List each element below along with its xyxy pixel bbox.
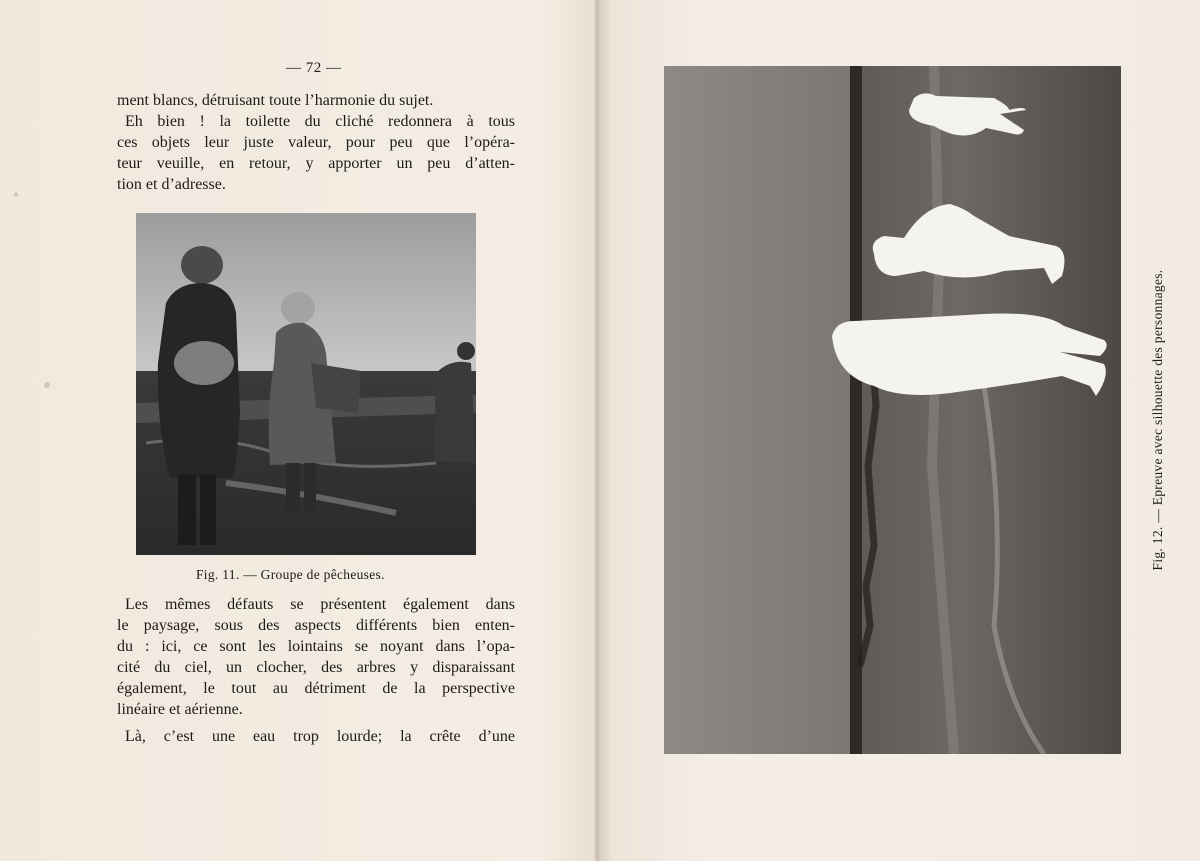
text-line: du : ici, ce sont les lointains se noyant dans l’opa- <box>117 638 515 655</box>
text-bottom <box>117 594 515 747</box>
text-line: linéaire et aérienne. <box>117 701 243 718</box>
text-line: le paysage, sous des aspects différents bien enten- <box>117 617 515 634</box>
figure-11-caption: Fig. 11. — Groupe de pêcheuses. <box>196 567 385 582</box>
silhouette-photo <box>664 66 1121 754</box>
paper-speck <box>44 382 50 388</box>
paragraph-1 <box>117 90 515 111</box>
paragraph-3 <box>117 594 515 720</box>
text-top <box>117 90 515 195</box>
text-line: Eh bien ! la toilette du cliché redonnera à tous <box>125 113 515 130</box>
paragraph-2 <box>117 111 515 195</box>
text-line: cité du ciel, un clocher, des arbres y disparaissant <box>117 659 515 676</box>
left-page <box>0 0 597 861</box>
text-line: ment blancs, détruisant toute l’harmonie du sujet. <box>117 92 434 109</box>
figure-12-photo <box>664 66 1121 754</box>
text-line: Là, c’est une eau trop lourde; la crête d’une <box>125 728 515 745</box>
fishing-women-photo <box>136 213 476 555</box>
text-line: ces objets leur juste valeur, pour peu que l’opéra- <box>117 134 515 151</box>
figure-11-photo <box>136 213 476 555</box>
page-number: — 72 — <box>286 60 342 76</box>
figure-12-caption: Fig. 12. — Epreuve avec silhouette des personnages. <box>1150 269 1165 571</box>
text-line: teur veuille, en retour, y apporter un peu d’atten- <box>117 155 515 172</box>
text-line: Les mêmes défauts se présentent également dans <box>125 596 515 613</box>
paper-speck <box>14 192 18 197</box>
text-line: tion et d’adresse. <box>117 176 226 193</box>
text-line: également, le tout au détriment de la perspective <box>117 680 515 697</box>
paragraph-4 <box>117 726 515 747</box>
